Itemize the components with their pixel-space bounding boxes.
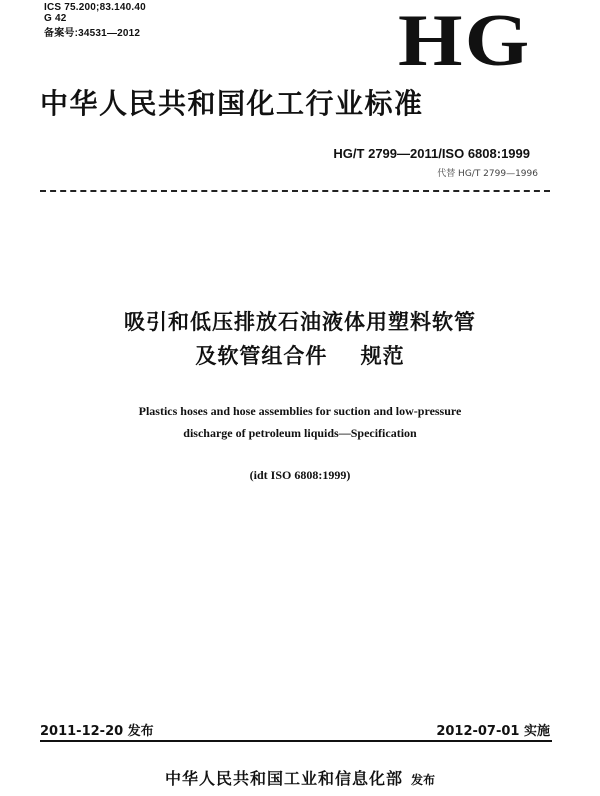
issuer-suffix: 发布: [411, 773, 436, 787]
ics-code: ICS 75.200;83.140.40: [44, 2, 146, 13]
identical-standard-note: (idt ISO 6808:1999): [249, 468, 351, 482]
ccs-code: G 42: [44, 13, 67, 24]
replaces-note: 代替 HG/T 2799—1996: [437, 169, 538, 179]
title-english-line-1: Plastics hoses and hose assemblies for suction and low-pressure: [138, 404, 462, 418]
title-chinese-line-2: 及软管组合件 规范: [195, 344, 405, 368]
issuer-name: 中华人民共和国工业和信息化部: [164, 769, 403, 788]
header-divider: [40, 190, 550, 192]
filing-number: 备案号:34531—2012: [44, 28, 141, 39]
effective-date: 2012-07-01 实施: [436, 724, 550, 739]
footer-divider: [40, 740, 552, 742]
standard-category-heading: 中华人民共和国化工行业标准: [40, 87, 424, 120]
hg-logo: HG: [398, 0, 532, 82]
issue-date: 2011-12-20 发布: [40, 724, 154, 739]
title-english-line-2: discharge of petroleum liquids—Specification: [183, 426, 417, 440]
title-chinese-line-1: 吸引和低压排放石油液体用塑料软管: [124, 310, 476, 334]
standard-number: HG/T 2799—2011/ISO 6808:1999: [333, 146, 530, 161]
issuer-block: [0, 766, 600, 789]
